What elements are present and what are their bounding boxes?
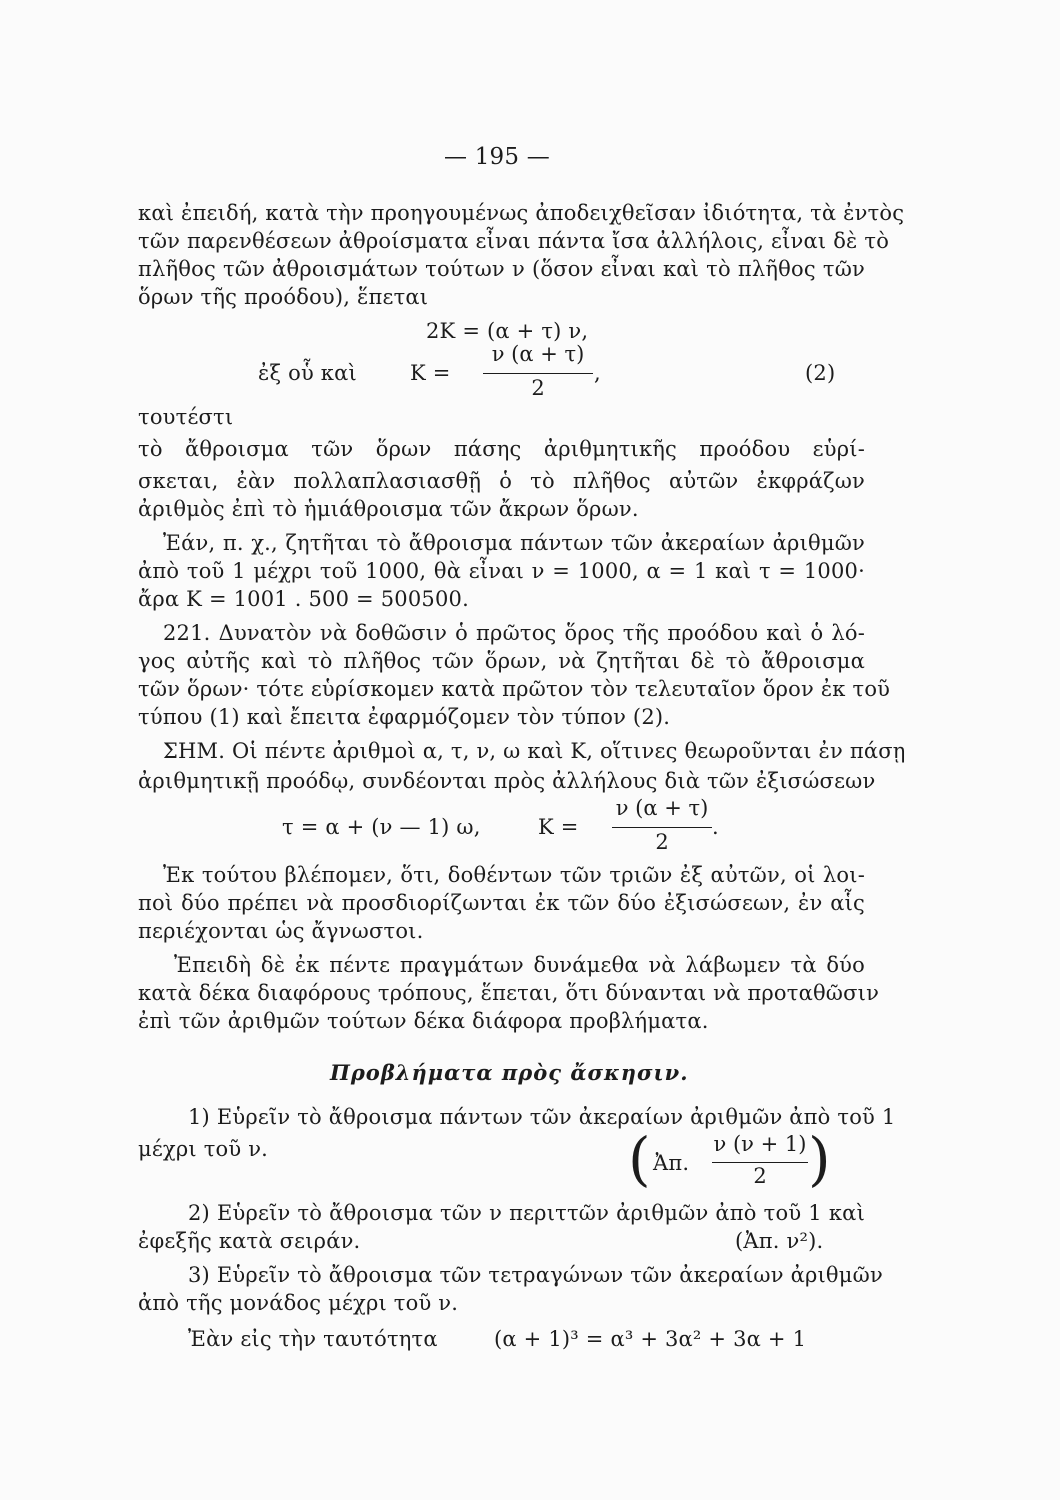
text-line: τῶν ὅρων· τότε εὑρίσκομεν κατὰ πρῶτον τὸν τελευταῖον ὅρον ἐκ τοῦ	[138, 677, 891, 701]
section-heading: Προβλήματα πρὸς ἄσκησιν.	[330, 1060, 689, 1085]
text-line: τὸ ἄθροισμα τῶν ὅρων πάσης ἀριθμητικῆς προόδου εὑρί-	[138, 437, 865, 461]
problem-2-line: 2) Εὑρεῖν τὸ ἄθροισμα τῶν ν περιττῶν ἀριθμῶν ἀπὸ τοῦ 1 καὶ	[188, 1201, 865, 1225]
text-line: ἀπὸ τῆς μονάδος μέχρι τοῦ ν.	[138, 1291, 459, 1315]
text-line: καὶ ἐπειδή, κατὰ τὴν προηγουμένως ἀποδειχθεῖσαν ἰδιότητα, τὰ ἐντὸς	[138, 201, 905, 225]
text-line: ἄρα Κ = 1001 . 500 = 500500.	[138, 587, 469, 611]
text-line: πλῆθος τῶν ἀθροισμάτων τούτων ν (ὅσον εἶναι καὶ τὸ πλῆθος τῶν	[138, 257, 865, 281]
text-line: Ἐάν, π. χ., ζητῆται τὸ ἄθροισμα πάντων τῶν ἀκεραίων ἀριθμῶν	[163, 531, 865, 555]
text-line: Ἐὰν εἰς τὴν ταυτότητα	[188, 1327, 438, 1351]
fraction-denominator: 2	[753, 1164, 767, 1188]
text-line: τῶν παρενθέσεων ἀθροίσματα εἶναι πάντα ἴσα ἀλλήλοις, εἶναι δὲ τὸ	[138, 229, 890, 253]
equation-k-lhs: Κ =	[538, 815, 579, 839]
text-line: ἀριθμὸς ἐπὶ τὸ ἡμιάθροισμα τῶν ἄκρων ὅρων.	[138, 497, 639, 521]
identity-equation: (α + 1)³ = α³ + 3α² + 3α + 1	[494, 1327, 807, 1351]
text-line: κατὰ δέκα διαφόρους τρόπους, ἕπεται, ὅτι δύνανται νὰ προταθῶσιν	[138, 981, 880, 1005]
section-221-line: 221. Δυνατὸν νὰ δοθῶσιν ὁ πρῶτος ὅρος τῆς προόδου καὶ ὁ λό-	[163, 621, 865, 645]
text-line: Ἐκ τούτου βλέπομεν, ὅτι, δοθέντων τῶν τριῶν ἐξ αὐτῶν, οἱ λοι-	[163, 863, 865, 887]
fraction-bar	[612, 827, 712, 828]
text-line: τύπου (1) καὶ ἔπειτα ἐφαρμόζομεν τὸν τύπον (2).	[138, 705, 671, 729]
text-line: ἀριθμητικῇ προόδῳ, συνδέονται πρὸς ἀλλήλους διὰ τῶν ἐξισώσεων	[138, 769, 876, 793]
text-line: τουτέστι	[138, 405, 234, 429]
text-line: σκεται, ἐὰν πολλαπλασιασθῇ ὁ τὸ πλῆθος αὐτῶν ἐκφράζων	[138, 469, 865, 493]
fraction-bar	[483, 373, 593, 374]
text-line: ὅρων τῆς προόδου), ἕπεται	[138, 285, 429, 309]
text-line: γος αὐτῆς καὶ τὸ πλῆθος τῶν ὅρων, νὰ ζητῆται δὲ τὸ ἄθροισμα	[138, 649, 865, 673]
text-line: ποὶ δύο πρέπει νὰ προσδιορίζωνται ἐκ τῶν δύο ἐξισώσεων, ἐν αἷς	[138, 891, 865, 915]
right-paren: )	[808, 1125, 831, 1193]
page-number: — 195 —	[444, 144, 550, 170]
problem-1-line: 1) Εὑρεῖν τὸ ἄθροισμα πάντων τῶν ἀκεραίων ἀριθμῶν ἀπὸ τοῦ 1	[188, 1105, 896, 1129]
equation-2k: 2Κ = (α + τ) ν,	[426, 319, 589, 343]
fraction-bar	[712, 1162, 808, 1163]
fraction-numerator: ν (ν + 1)	[713, 1132, 807, 1156]
note-line: ΣΗΜ. Οἱ πέντε ἀριθμοὶ α, τ, ν, ω καὶ Κ, οἵτινες θεωροῦνται ἐν πάσῃ	[163, 739, 906, 763]
fraction-numerator: ν (α + τ)	[615, 796, 709, 820]
fraction-denominator: 2	[655, 830, 669, 854]
equation-comma: ,	[594, 361, 601, 385]
text-line: ἀπὸ τοῦ 1 μέχρι τοῦ 1000, θὰ εἶναι ν = 1000, α = 1 καὶ τ = 1000·	[138, 559, 865, 583]
text-line: ἐπὶ τῶν ἀριθμῶν τούτων δέκα διάφορα προβλήματα.	[138, 1009, 709, 1033]
answer-label: Ἀπ.	[653, 1151, 690, 1175]
equation-k-lhs: Κ =	[410, 361, 451, 385]
answer-text: (Ἀπ. ν²).	[735, 1229, 824, 1253]
text-line: περιέχονται ὡς ἄγνωστοι.	[138, 919, 424, 943]
text-line: ἐφεξῆς κατὰ σειράν.	[138, 1229, 361, 1253]
left-paren: (	[628, 1125, 651, 1193]
equation-dot: .	[712, 815, 719, 839]
equation-tag: (2)	[805, 361, 836, 385]
text-line: Ἐπειδὴ δὲ ἐκ πέντε πραγμάτων δυνάμεθα νὰ λάβωμεν τὰ δύο	[174, 953, 865, 977]
text-line: μέχρι τοῦ ν.	[138, 1137, 269, 1161]
equation-lead: ἐξ οὗ καὶ	[258, 361, 357, 385]
problem-3-line: 3) Εὑρεῖν τὸ ἄθροισμα τῶν τετραγώνων τῶν ἀκεραίων ἀριθμῶν	[188, 1263, 883, 1287]
fraction-numerator: ν (α + τ)	[491, 342, 585, 366]
fraction-denominator: 2	[531, 376, 545, 400]
equation-t: τ = α + (ν — 1) ω,	[282, 815, 481, 839]
